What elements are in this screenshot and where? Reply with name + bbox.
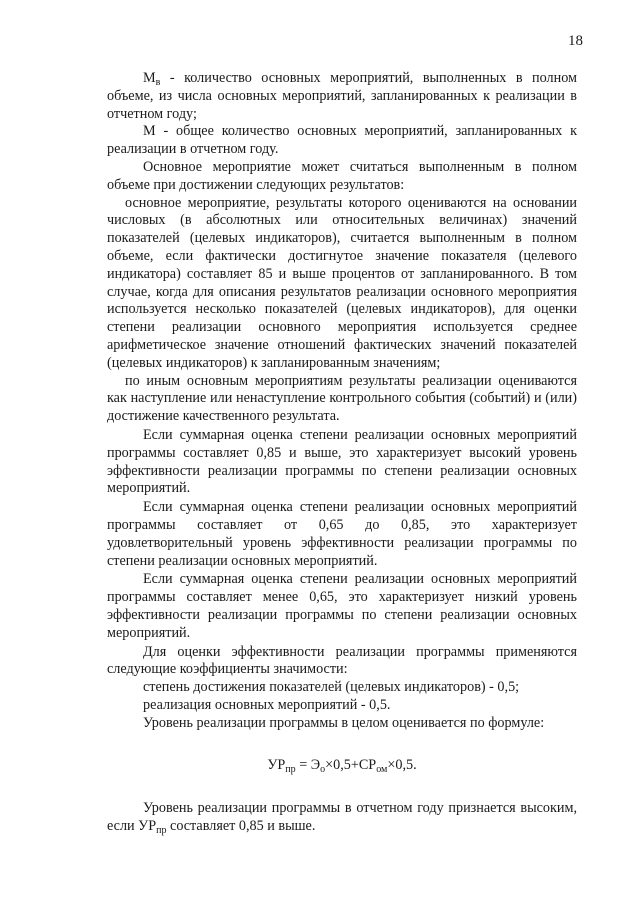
formula-tail: ×0,5. [387, 757, 417, 774]
mv-symbol: M [143, 70, 156, 86]
paragraph-low-level: Если суммарная оценка степени реализации основных мероприятий программы составляет менее 0,65, это характеризует низкий уровень эффективности реализации программы по степени реализации основных мероприятий. [107, 571, 577, 641]
paragraph-other-results: по иным основным мероприятиям результаты реализации оцениваются как наступление или ненаступление контрольного события (событий) и (или) достижение качественного результата. [107, 372, 577, 425]
formula-lhs: УР [267, 757, 286, 774]
formula-term-e: = Э [295, 757, 321, 774]
formula-term-e-sub: о [320, 764, 326, 776]
formula-term-sr-sub: ом [376, 764, 388, 776]
document-body [107, 70, 577, 836]
formula-term-sr: ×0,5+СР [325, 757, 377, 774]
coefficient-indicators: степень достижения показателей (целевых индикаторов) - 0,5; [143, 679, 520, 696]
paragraph-high-level: Если суммарная оценка степени реализации основных мероприятий программы составляет 0,85 и выше, это характеризует высокий уровень эффективности реализации программы по степени реализации основных мероприятий. [107, 426, 577, 497]
paragraph-coefficients: Для оценки эффективности реализации программы применяются следующие коэффициенты значимости: [107, 643, 577, 678]
coefficient-activities: реализация основных мероприятий - 0,5. [143, 696, 391, 713]
paragraph-mv-definition [107, 70, 577, 123]
paragraph-satisfactory-level: Если суммарная оценка степени реализации основных мероприятий программы составляет от 0,65 до 0,85, это характеризует удовлетворительный уровень эффективности реализации программы по степени реализации основных мероприятий. [107, 499, 577, 569]
mv-text: - количество основных мероприятий, выполненных в полном объеме, из числа основных мероприятий, запланированных к реализации в отчетном году; [107, 70, 577, 122]
mv-subscript: в [155, 77, 161, 88]
final-text-pre: Уровень реализации программы в отчетном году признается высоким, если УР [107, 800, 577, 835]
paragraph-m-definition: М - общее количество основных мероприятий, запланированных к реализации в отчетном году. [107, 123, 577, 158]
paragraph-completion-criteria: Основное мероприятие может считаться выполненным в полном объеме при достижении следующих результатов: [107, 158, 577, 193]
paragraph-formula-intro: Уровень реализации программы в целом оценивается по формуле: [143, 714, 545, 731]
final-text-post: составляет 0,85 и выше. [166, 818, 316, 835]
formula-lhs-sub: пр [285, 764, 296, 776]
paragraph-numeric-results: основное мероприятие, результаты которого оцениваются на основании числовых (в абсолютных или относительных величинах) значений показателей (целевых индикаторов), считается выполненным в полном объеме, если фактически достигнутое значение показателя (целевого индикатора) составляет 85 и выше процентов от запланированного. В том случае, когда для описания результатов реализации основного мероприятия используется несколько показателей (целевых индикаторов), для оценки степени реализации основного мероприятия используется среднее арифметическое значение отношений фактических значений показателей (целевых индикаторов) к запланированным значениям; [107, 194, 577, 371]
formula [107, 757, 577, 775]
paragraph-final [107, 800, 577, 836]
final-subscript: пр [156, 825, 167, 837]
page-number: 18 [568, 33, 583, 49]
